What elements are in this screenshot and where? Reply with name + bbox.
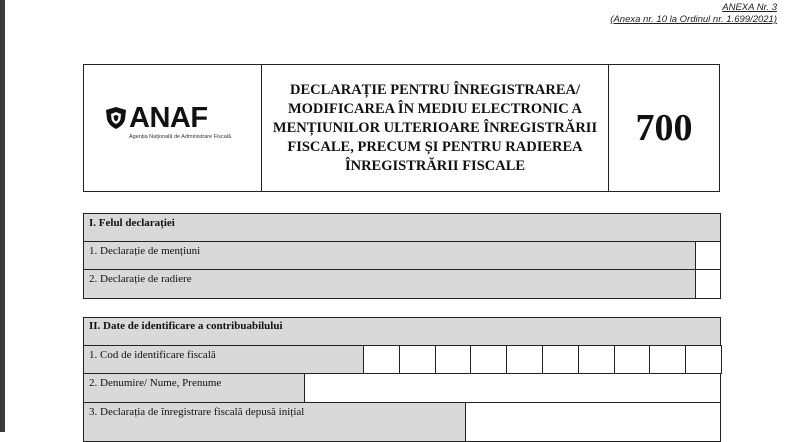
- fiscal-code-digit-box[interactable]: [506, 345, 543, 374]
- name-input[interactable]: [304, 373, 721, 403]
- annex-order-reference: (Anexa nr. 10 la Ordinul nr. 1.699/2021): [610, 14, 777, 25]
- declaration-mentions-label: 1. Declarație de mențiuni: [89, 245, 201, 257]
- fiscal-code-row: [83, 345, 364, 374]
- fiscal-code-digit-box[interactable]: [578, 345, 615, 374]
- logo-cell: [84, 65, 262, 191]
- shield-icon: [105, 106, 127, 130]
- initial-declaration-label: 3. Declarația de înregistrare fiscală depusă inițial: [89, 406, 305, 418]
- fiscal-code-digit-box[interactable]: [363, 345, 400, 374]
- logo-wordmark: ANAF: [129, 102, 208, 134]
- declaration-removal-label: 2. Declarație de radiere: [89, 273, 192, 285]
- initial-declaration-row: [83, 402, 466, 442]
- fiscal-code-digit-box[interactable]: [542, 345, 579, 374]
- form-title: DECLARAȚIE PENTRU ÎNREGISTRAREA/ MODIFICAREA ÎN MEDIU ELECTRONIC A MENȚIUNILOR ULTERIOARE ÎNREGISTRĂRII FISCALE, PRECUM ȘI PENTRU RADIEREA ÎNREGISTRĂRII FISCALE: [272, 81, 598, 174]
- fiscal-code-digit-box[interactable]: [399, 345, 436, 374]
- form-code: 700: [635, 107, 693, 149]
- section2-title: II. Date de identificare a contribuabilului: [89, 320, 283, 332]
- anaf-logo: [105, 103, 231, 140]
- name-row: [83, 373, 305, 403]
- section1-title: I. Felul declarației: [89, 217, 175, 229]
- declaration-removal-checkbox[interactable]: [695, 269, 721, 299]
- name-label: 2. Denumire/ Nume, Prenume: [89, 377, 222, 389]
- fiscal-code-digit-box[interactable]: [685, 345, 722, 374]
- fiscal-code-label: 1. Cod de identificare fiscală: [89, 349, 216, 361]
- declaration-mentions-row: [83, 241, 696, 270]
- fiscal-code-digit-box[interactable]: [435, 345, 472, 374]
- fiscal-code-digit-box[interactable]: [470, 345, 507, 374]
- fiscal-code-digit-box[interactable]: [614, 345, 651, 374]
- declaration-removal-row: [83, 269, 696, 299]
- section2-header: [83, 317, 721, 346]
- annex-number: ANEXA Nr. 3: [722, 2, 777, 13]
- window-left-edge: [0, 0, 5, 432]
- form-header: [83, 64, 720, 192]
- form-title-cell: [262, 65, 609, 191]
- section1-header: [83, 213, 721, 242]
- initial-declaration-input[interactable]: [465, 402, 721, 442]
- fiscal-code-digit-box[interactable]: [649, 345, 686, 374]
- logo-subtitle: Agenția Națională de Administrare Fiscală: [129, 134, 232, 140]
- declaration-mentions-checkbox[interactable]: [695, 241, 721, 270]
